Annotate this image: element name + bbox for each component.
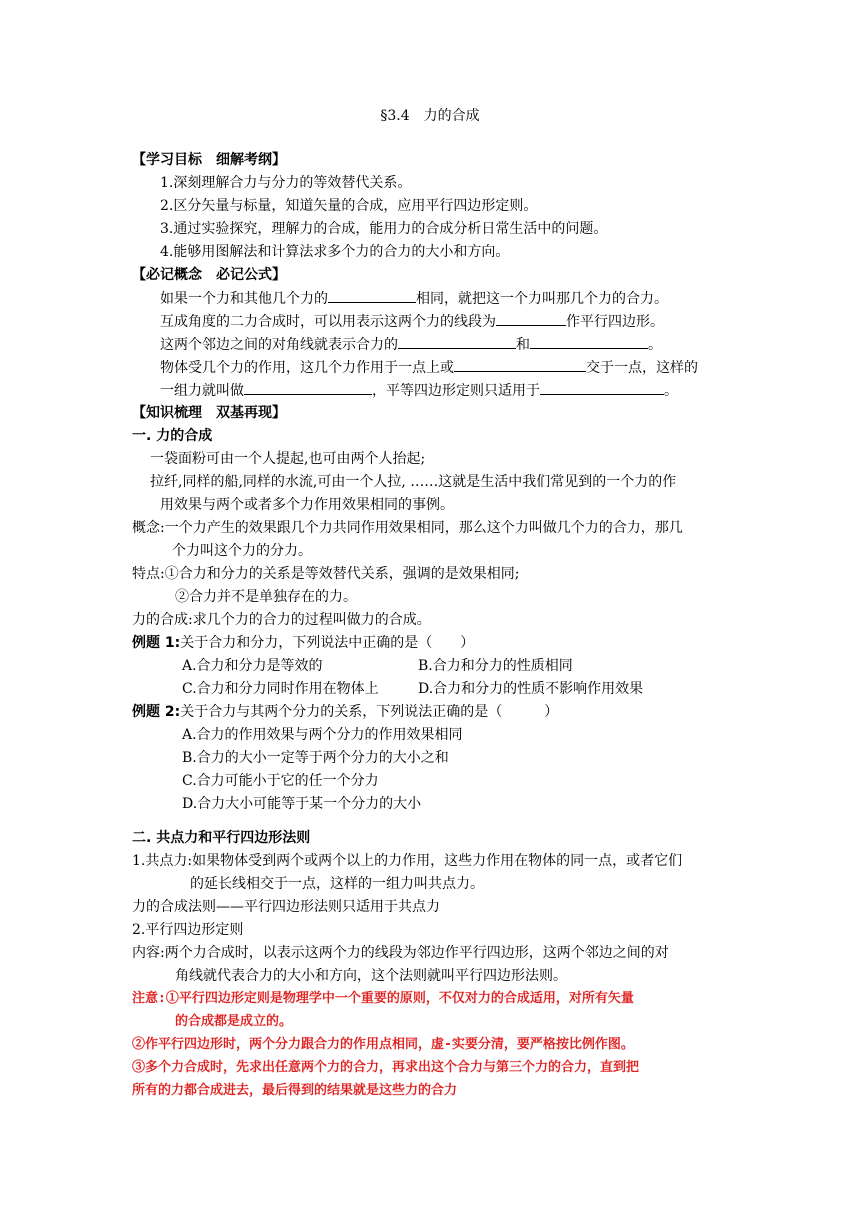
option-d: D.合力和分力的性质不影响作用效果: [418, 681, 644, 697]
note-line: ③多个力合成时，先求出任意两个力的合力，再求出这个合力与第三个力的合力，直到把: [132, 1060, 640, 1075]
concept-definition: 个力叫这个力的分力。: [172, 543, 312, 559]
note-line: 所有的力都合成进去，最后得到的结果就是这些力的合力: [132, 1083, 458, 1098]
paragraph: 的延长线相交于一点，这样的一组力叫共点力。: [190, 876, 484, 892]
fill-blank[interactable]: [540, 380, 664, 395]
example-label: 例题 1:: [132, 635, 181, 651]
paragraph: 一袋面粉可由一个人提起,也可由两个人抬起;: [150, 451, 426, 467]
note-line: 的合成都是成立的。: [175, 1014, 293, 1029]
option-b: B.合力和分力的性质相同: [418, 658, 573, 674]
concept-line: 这两个邻边之间的对角线就表示合力的 和 。: [160, 334, 662, 355]
paragraph: 拉纤,同样的船,同样的水流,可由一个人拉, ……这就是生活中我们常见到的一个力的作: [150, 474, 677, 490]
example-1: [132, 633, 474, 653]
section-heading-review: 【知识梳理 双基再现】: [132, 405, 286, 421]
concept-line: 如果一个力和其他几个力的 相同，就把这一个力叫那几个力的合力。: [160, 288, 668, 309]
example-question: 关于合力和分力，下列说法中正确的是（ ）: [180, 635, 475, 651]
example-question: 关于合力与其两个分力的关系，下列说法正确的是（ ）: [180, 704, 559, 720]
goal-item: 2.区分矢量与标量，知道矢量的合成，应用平行四边形定则。: [160, 198, 538, 214]
concept-line: 一组力就叫做 ，平等四边形定则只适用于 。: [160, 380, 678, 401]
fill-blank[interactable]: [244, 380, 372, 395]
paragraph: 1.共点力:如果物体受到两个或两个以上的力作用，这些力作用在物体的同一点，或者它们: [132, 853, 683, 869]
note-line: 注意:①平行四边形定则是物理学中一个重要的原则，不仅对力的合成适用，对所有矢量: [132, 991, 634, 1006]
paragraph: 用效果与两个或者多个力作用效果相同的事例。: [160, 497, 454, 513]
fill-blank[interactable]: [454, 357, 586, 372]
goal-item: 3.通过实验探究，理解力的合成，能用力的合成分析日常生活中的问题。: [160, 221, 608, 237]
goal-item: 4.能够用图解法和计算法求多个力的合力的大小和方向。: [160, 244, 510, 260]
option-c: C.合力可能小于它的任一个分力: [182, 773, 379, 789]
concept-line: 物体受几个力的作用，这几个力作用于一点上或 交于一点，这样的: [160, 357, 698, 378]
fill-blank[interactable]: [530, 334, 648, 349]
part1-heading: 一. 力的合成: [132, 428, 213, 444]
paragraph: 2.平行四边形定则: [132, 922, 244, 938]
section-heading-goals: 【学习目标 细解考纲】: [132, 152, 286, 168]
feature-line: 特点:①合力和分力的关系是等效替代关系，强调的是效果相同;: [132, 566, 520, 582]
part2-heading: 二. 共点力和平行四边形法则: [132, 830, 311, 846]
note-line: ②作平行四边形时，两个分力跟合力的作用点相同，虚-实要分清，要严格按比例作图。: [132, 1037, 634, 1052]
paragraph: 力的合成法则——平行四边形法则只适用于共点力: [132, 899, 440, 915]
option-a: A.合力和分力是等效的: [182, 658, 323, 674]
option-a: A.合力的作用效果与两个分力的作用效果相同: [182, 727, 463, 743]
definition-line: 力的合成:求几个力的合力的过程叫做力的合成。: [132, 612, 431, 628]
page-title: §3.4 力的合成: [380, 108, 480, 124]
fill-blank[interactable]: [496, 311, 566, 326]
concept-definition: 概念:一个力产生的效果跟几个力共同作用效果相同，那么这个力叫做几个力的合力，那几: [132, 520, 683, 536]
option-b: B.合力的大小一定等于两个分力的大小之和: [182, 750, 449, 766]
feature-line: ②合力并不是单独存在的力。: [175, 589, 357, 605]
example-2: [132, 702, 558, 722]
option-c: C.合力和分力同时作用在物体上: [182, 681, 379, 697]
paragraph: 内容:两个力合成时，以表示这两个力的线段为邻边作平行四边形，这两个邻边之间的对: [132, 945, 669, 961]
section-heading-concepts: 【必记概念 必记公式】: [132, 267, 286, 283]
goal-item: 1.深刻理解合力与分力的等效替代关系。: [160, 175, 412, 191]
concept-line: 互成角度的二力合成时，可以用表示这两个力的线段为 作平行四边形。: [160, 311, 664, 332]
fill-blank[interactable]: [328, 288, 416, 303]
fill-blank[interactable]: [398, 334, 516, 349]
option-d: D.合力大小可能等于某一个分力的大小: [182, 796, 422, 812]
example-label: 例题 2:: [132, 704, 181, 720]
paragraph: 角线就代表合力的大小和方向，这个法则就叫平行四边形法则。: [175, 968, 567, 984]
